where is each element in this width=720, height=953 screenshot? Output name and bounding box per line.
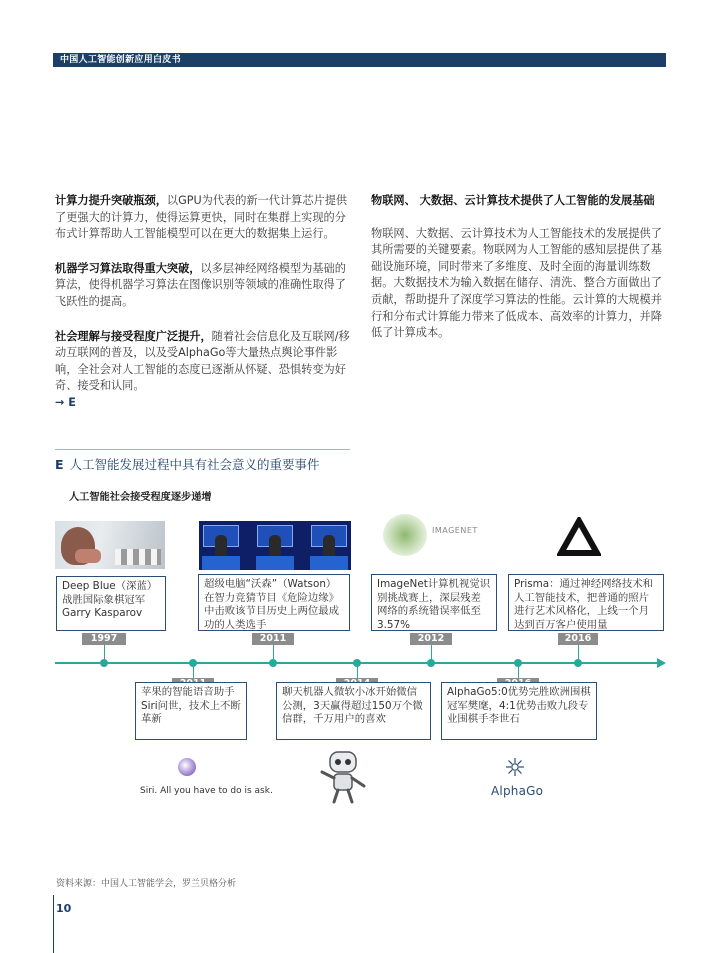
figure-subtitle: 人工智能社会接受程度逐步递增 [69, 492, 212, 503]
paragraph-lead: 社会理解与接受程度广泛提升， [55, 329, 212, 343]
imagenet-logo-text: IMAGENET [432, 526, 478, 535]
paragraph-computing-power [55, 193, 355, 243]
figure-title-text: 人工智能发展过程中具有社会意义的重要事件 [69, 457, 320, 472]
header-title: 中国人工智能创新应用白皮书 [60, 55, 181, 65]
siri-tagline: Siri. All you have to do is ask. [140, 786, 273, 796]
right-column [371, 193, 668, 342]
timeline-arrow-icon [657, 658, 666, 668]
year-badge-2012: 2012 [410, 633, 452, 645]
figure-divider [55, 449, 350, 450]
page-number: 10 [56, 902, 72, 915]
event-card-imagenet: ImageNet计算机视觉识别挑战赛上，深层残差网络的系统错误率低至3.57% [371, 574, 497, 631]
timeline-dot [189, 659, 197, 667]
timeline-dot [427, 659, 435, 667]
timeline-dot [269, 659, 277, 667]
robot-icon [318, 748, 368, 804]
figure-title [55, 457, 320, 473]
timeline-dot [514, 659, 522, 667]
event-card-xiaoice: 聊天机器人微软小冰开始微信公测，3天赢得超过150万个微信群，千万用户的喜欢 [276, 682, 431, 740]
timeline-dot [100, 659, 108, 667]
year-badge-1997: 1997 [82, 633, 126, 645]
alphago-logo [504, 756, 526, 778]
paragraph-machine-learning [55, 261, 355, 311]
left-column [55, 193, 355, 412]
jeopardy-watson-photo [199, 521, 351, 570]
year-badge-prisma: 2016 [558, 633, 598, 645]
deep-blue-chess-photo [55, 521, 165, 569]
page-number-rule [53, 895, 54, 953]
right-body: 物联网、大数据、云计算技术为人工智能技术的发展提供了其所需要的关键要素。物联网为人工智能的感知层提供了基础设施环境，同时带来了多维度、及时全面的海量训练数据。大数据技术为输入数据在储存、清洗、整合方面做出了贡献，帮助提升了深度学习算法的性能。云计算的大规模并行和分布式计算能力带来了低成本、高效率的计算力，并降低了计算成本。 [371, 226, 662, 340]
event-card-deep-blue: Deep Blue（深蓝）战胜国际象棋冠军Garry Kasparov [56, 576, 166, 631]
alphago-wordmark: AlphaGo [491, 784, 544, 798]
event-card-watson: 超级电脑“沃森”（Watson）在智力竞猜节目《危险边缘》中击败该节目历史上两位最成功的人类选手 [198, 574, 350, 631]
figure-letter: E [55, 457, 64, 472]
imagenet-logo [383, 514, 427, 556]
figure-reference-link[interactable]: → E [55, 395, 76, 409]
right-heading: 物联网、 大数据、云计算技术提供了人工智能的发展基础 [371, 194, 655, 207]
paragraph-body: 随着社会信息化及互联网/移动互联网的普及，以及受AlphaGo等大量热点舆论事件影响，全社会对人工智能的态度已逐渐从怀疑、恐惧转变为好奇、接受和认同。 [55, 329, 350, 393]
paragraph-body: 以多层神经网络模型为基础的算法，使得机器学习算法在图像识别等领域的准确性取得了飞跃性的提高。 [55, 261, 346, 308]
prisma-triangle-logo [557, 517, 601, 557]
timeline-dot [353, 659, 361, 667]
paragraph-lead: 计算力提升突破瓶颈， [55, 194, 167, 207]
paragraph-body: 以GPU为代表的新一代计算芯片提供了更强大的计算力，使得运算更快，同时在集群上实现的分布式计算帮助人工智能模型可以在更大的数据集上运行。 [55, 194, 348, 241]
timeline-dot [574, 659, 582, 667]
siri-logo [178, 758, 196, 776]
event-card-siri: 苹果的智能语音助手Siri问世，技术上不断革新 [135, 682, 247, 740]
year-badge-2011-watson: 2011 [252, 633, 294, 645]
paragraph-lead: 机器学习算法取得重大突破， [55, 261, 201, 275]
source-note: 资料来源：中国人工智能学会，罗兰贝格分析 [56, 879, 237, 889]
event-card-alphago: AlphaGo5:0优势完胜欧洲围棋冠军樊麾，4:1优势击败九段专业围棋手李世石 [441, 682, 597, 740]
event-card-prisma: Prisma：通过神经网络技术和人工智能技术，把普通的照片进行艺术风格化，上线一个月达到百万客户使用量 [508, 574, 664, 631]
paragraph-social-acceptance [55, 329, 355, 395]
